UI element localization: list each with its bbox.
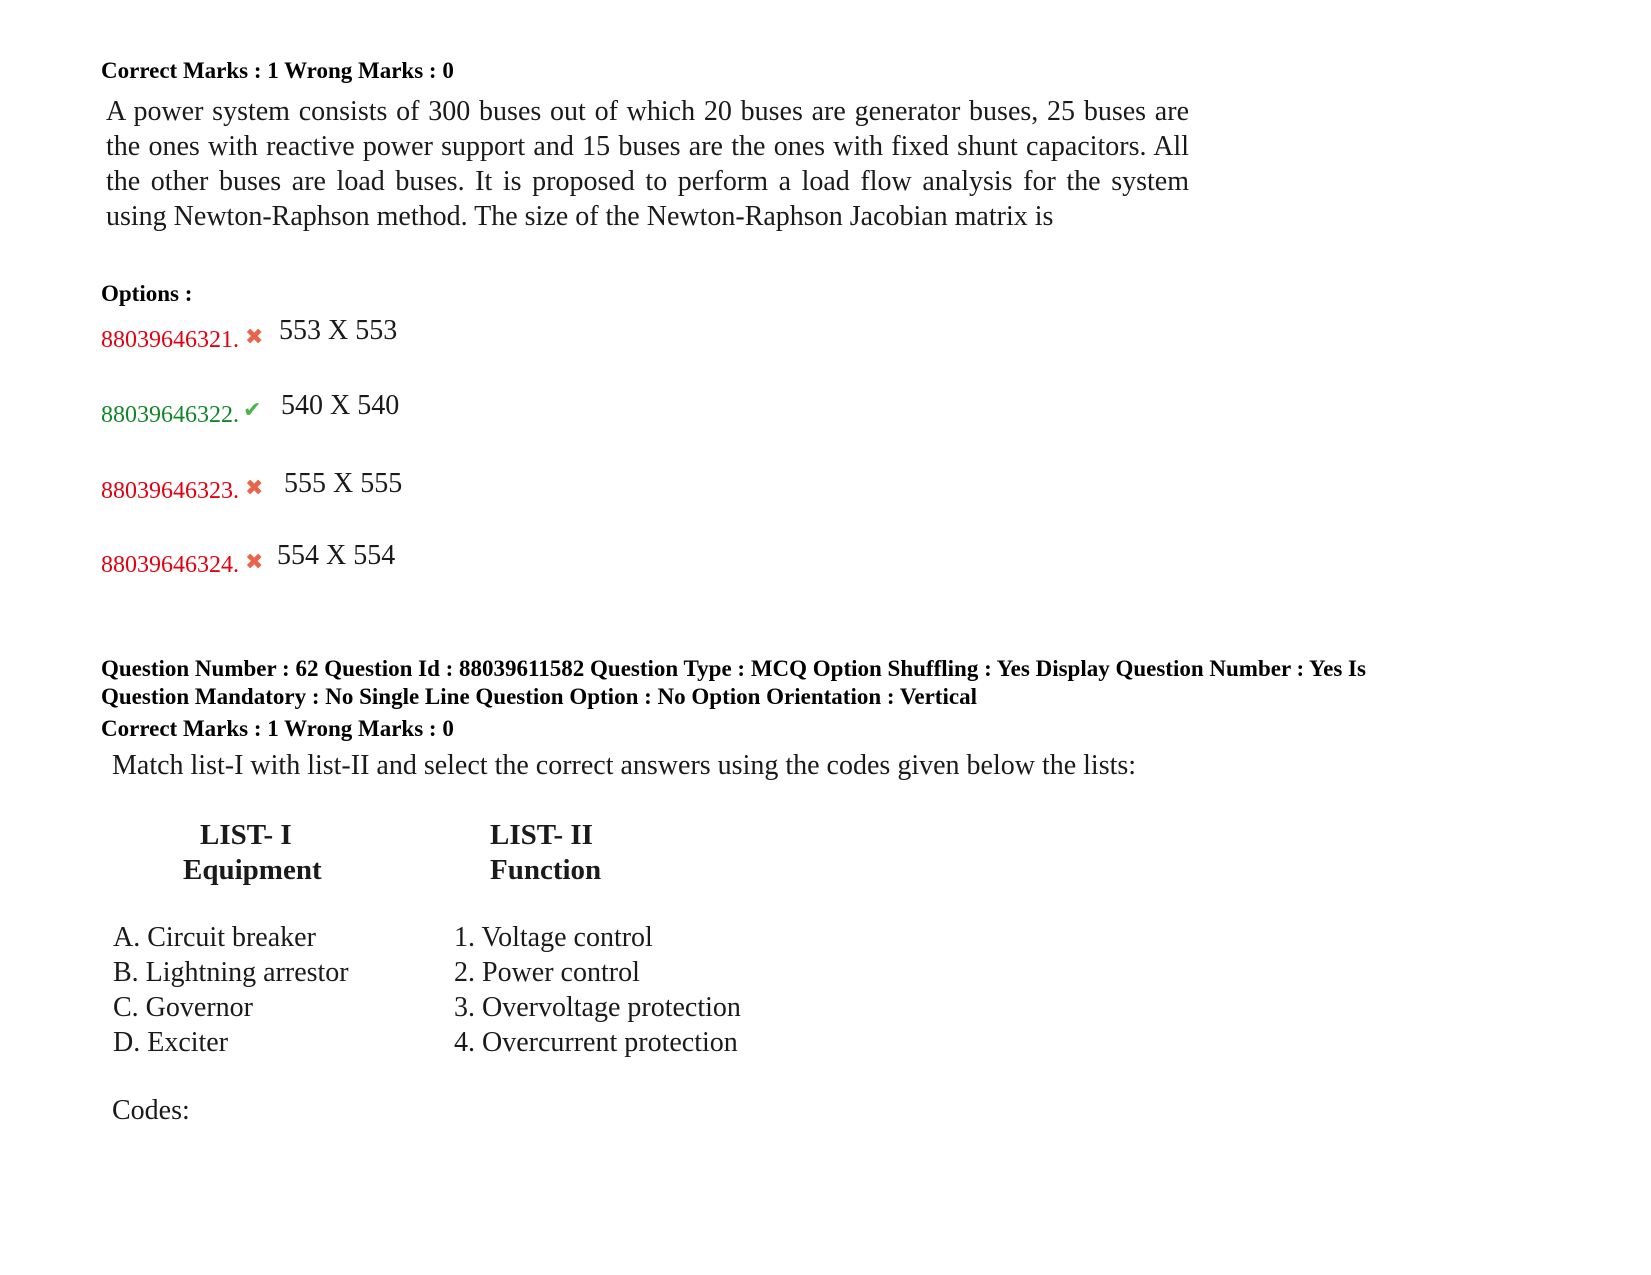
q1-options-label: Options :	[101, 281, 193, 306]
option-id: 88039646322.	[101, 402, 239, 428]
list2-subtitle: Function	[490, 854, 602, 886]
list-item: D. Exciter	[113, 1027, 229, 1058]
option-text: 555 X 555	[284, 468, 403, 499]
codes-label: Codes:	[112, 1095, 190, 1126]
q2-marks: Correct Marks : 1 Wrong Marks : 0	[101, 716, 454, 741]
q1-question-text: A power system consists of 300 buses out of which 20 buses are generator buses, 25 buses are the ones with reactive power support and 15 buses are the ones with fixed shunt capacitors. All the other buses are load buses. It is proposed to perform a load flow analysis for the system using Newton-Raphson method. The size of the Newton-Raphson Jacobian matrix is	[106, 96, 1189, 232]
list-item: 1. Voltage control	[454, 922, 653, 953]
list-item: 3. Overvoltage protection	[454, 992, 741, 1023]
list1-subtitle: Equipment	[183, 854, 322, 886]
cross-icon: ✖	[245, 476, 264, 501]
q2-question-text: Match list-I with list-II and select the correct answers using the codes given below the lists:	[112, 750, 1137, 781]
list-item: A. Circuit breaker	[113, 922, 316, 953]
list1-items	[113, 920, 349, 1060]
q1-marks: Correct Marks : 1 Wrong Marks : 0	[101, 58, 454, 83]
option-id: 88039646323.	[101, 478, 239, 504]
list-item: 2. Power control	[454, 957, 640, 988]
list-item: 4. Overcurrent protection	[454, 1027, 738, 1058]
option-text: 554 X 554	[277, 540, 396, 571]
check-icon: ✔	[243, 398, 262, 423]
q2-header-line2: Question Mandatory : No Single Line Question Option : No Option Orientation : Vertical	[101, 684, 977, 709]
list2-title: LIST- II	[490, 819, 593, 851]
option-text: 540 X 540	[281, 390, 400, 421]
q2-header-line1: Question Number : 62 Question Id : 88039611582 Question Type : MCQ Option Shuffling : Yes Display Question Number : Yes Is	[101, 656, 1366, 681]
cross-icon: ✖	[245, 325, 264, 350]
option-text: 553 X 553	[279, 315, 398, 346]
list2-items	[454, 920, 741, 1060]
option-id: 88039646321.	[101, 327, 239, 353]
list-item: B. Lightning arrestor	[113, 957, 349, 988]
list-item: C. Governor	[113, 992, 253, 1023]
option-id: 88039646324.	[101, 552, 239, 578]
cross-icon: ✖	[245, 550, 264, 575]
list1-title: LIST- I	[200, 819, 292, 851]
